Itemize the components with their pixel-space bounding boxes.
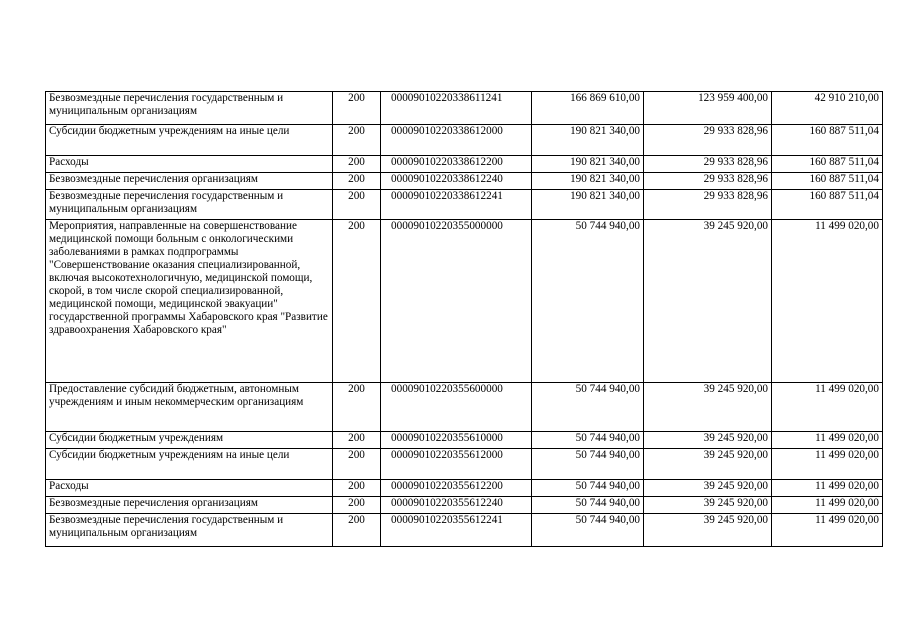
row-rest-cell: 160 887 511,04: [772, 190, 883, 220]
row-code-cell: 00009010220338611241: [381, 92, 532, 125]
row-name-cell: Мероприятия, направленные на совершенствование медицинской помощи больным с онкологическими заболеваниями в рамках подпрограммы "Совершенствование оказания специализированной, включая высокотехнологичную, медицинской помощи, скорой, в том числе скорой специализированной, медицинской помощи, медицинской эвакуации" государственной программы Хабаровского края "Развитие здравоохранения Хабаровского края": [46, 220, 333, 383]
row-rest-cell: 11 499 020,00: [772, 220, 883, 383]
row-plan-cell: 190 821 340,00: [532, 173, 644, 190]
row-name-cell: Безвозмездные перечисления организациям: [46, 173, 333, 190]
row-kind-cell: 200: [333, 432, 381, 449]
row-code-cell: 00009010220355612000: [381, 449, 532, 480]
row-kind-cell: 200: [333, 449, 381, 480]
row-rest-cell: 11 499 020,00: [772, 432, 883, 449]
row-plan-cell: 166 869 610,00: [532, 92, 644, 125]
row-kind-cell: 200: [333, 514, 381, 547]
row-code-cell: 00009010220355612241: [381, 514, 532, 547]
row-rest-cell: 11 499 020,00: [772, 449, 883, 480]
row-code-cell: 00009010220355612240: [381, 497, 532, 514]
row-name-cell: Безвозмездные перечисления государственным и муниципальным организациям: [46, 190, 333, 220]
row-code-cell: 00009010220355600000: [381, 383, 532, 432]
row-rest-cell: 160 887 511,04: [772, 173, 883, 190]
table-row: [46, 383, 883, 432]
table-row: [46, 432, 883, 449]
row-done-cell: 29 933 828,96: [644, 190, 772, 220]
row-done-cell: 39 245 920,00: [644, 514, 772, 547]
row-done-cell: 29 933 828,96: [644, 125, 772, 156]
table-row: [46, 497, 883, 514]
row-kind-cell: 200: [333, 125, 381, 156]
row-kind-cell: 200: [333, 92, 381, 125]
row-name-cell: Безвозмездные перечисления организациям: [46, 497, 333, 514]
row-plan-cell: 50 744 940,00: [532, 497, 644, 514]
row-done-cell: 39 245 920,00: [644, 480, 772, 497]
row-name-cell: Субсидии бюджетным учреждениям: [46, 432, 333, 449]
row-plan-cell: 50 744 940,00: [532, 383, 644, 432]
row-code-cell: 00009010220338612000: [381, 125, 532, 156]
row-kind-cell: 200: [333, 497, 381, 514]
row-rest-cell: 11 499 020,00: [772, 383, 883, 432]
row-rest-cell: 11 499 020,00: [772, 497, 883, 514]
row-name-cell: Субсидии бюджетным учреждениям на иные цели: [46, 125, 333, 156]
row-code-cell: 00009010220355612200: [381, 480, 532, 497]
table-row: [46, 92, 883, 125]
budget-execution-table: [45, 91, 883, 547]
row-done-cell: 29 933 828,96: [644, 156, 772, 173]
row-rest-cell: 11 499 020,00: [772, 480, 883, 497]
table-row: [46, 220, 883, 383]
row-rest-cell: 42 910 210,00: [772, 92, 883, 125]
row-plan-cell: 190 821 340,00: [532, 156, 644, 173]
row-plan-cell: 190 821 340,00: [532, 190, 644, 220]
row-done-cell: 39 245 920,00: [644, 432, 772, 449]
table-row: [46, 173, 883, 190]
row-name-cell: Субсидии бюджетным учреждениям на иные цели: [46, 449, 333, 480]
row-done-cell: 123 959 400,00: [644, 92, 772, 125]
row-kind-cell: 200: [333, 173, 381, 190]
row-done-cell: 29 933 828,96: [644, 173, 772, 190]
row-plan-cell: 50 744 940,00: [532, 480, 644, 497]
table-row: [46, 125, 883, 156]
row-plan-cell: 190 821 340,00: [532, 125, 644, 156]
row-kind-cell: 200: [333, 190, 381, 220]
table-row: [46, 449, 883, 480]
row-rest-cell: 160 887 511,04: [772, 125, 883, 156]
row-kind-cell: 200: [333, 383, 381, 432]
row-plan-cell: 50 744 940,00: [532, 514, 644, 547]
row-plan-cell: 50 744 940,00: [532, 220, 644, 383]
row-code-cell: 00009010220355000000: [381, 220, 532, 383]
row-rest-cell: 11 499 020,00: [772, 514, 883, 547]
row-done-cell: 39 245 920,00: [644, 220, 772, 383]
row-done-cell: 39 245 920,00: [644, 497, 772, 514]
row-name-cell: Расходы: [46, 480, 333, 497]
row-plan-cell: 50 744 940,00: [532, 432, 644, 449]
row-name-cell: Расходы: [46, 156, 333, 173]
row-rest-cell: 160 887 511,04: [772, 156, 883, 173]
row-done-cell: 39 245 920,00: [644, 383, 772, 432]
row-kind-cell: 200: [333, 480, 381, 497]
table-row: [46, 190, 883, 220]
table-row: [46, 480, 883, 497]
row-done-cell: 39 245 920,00: [644, 449, 772, 480]
row-name-cell: Предоставление субсидий бюджетным, автономным учреждениям и иным некоммерческим организациям: [46, 383, 333, 432]
row-plan-cell: 50 744 940,00: [532, 449, 644, 480]
row-code-cell: 00009010220338612241: [381, 190, 532, 220]
row-code-cell: 00009010220338612200: [381, 156, 532, 173]
row-code-cell: 00009010220338612240: [381, 173, 532, 190]
row-name-cell: Безвозмездные перечисления государственным и муниципальным организациям: [46, 92, 333, 125]
row-kind-cell: 200: [333, 220, 381, 383]
row-kind-cell: 200: [333, 156, 381, 173]
table-row: [46, 156, 883, 173]
row-code-cell: 00009010220355610000: [381, 432, 532, 449]
row-name-cell: Безвозмездные перечисления государственным и муниципальным организациям: [46, 514, 333, 547]
table-row: [46, 514, 883, 547]
